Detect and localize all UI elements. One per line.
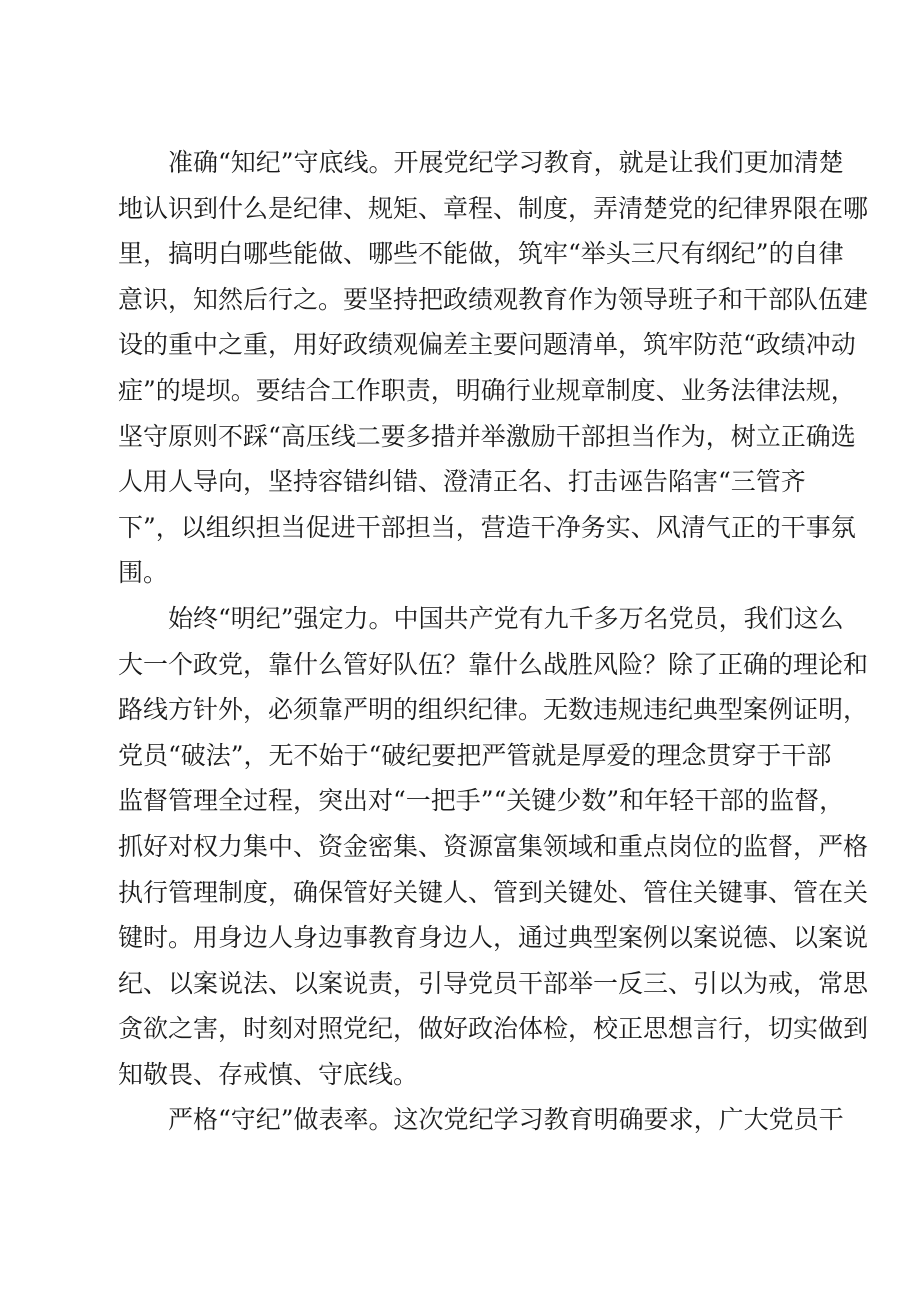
text-line: 设的重中之重，用好政绩观偏差主要问题清单，筑牢防范“政绩冲动: [118, 330, 856, 360]
text-line: 贪欲之害，时刻对照党纪，做好政治体检，校正思想言行，切实做到: [118, 1014, 869, 1044]
text-line: 症”的堤坝。要结合工作职责，明确行业规章制度、业务法律法规，: [118, 375, 856, 405]
text-line: 大一个政党，靠什么管好队伍？靠什么战胜风险？除了正确的理论和: [118, 649, 869, 679]
text-line: 路线方针外，必须靠严明的组织纪律。无数违规违纪典型案例证明，: [118, 695, 869, 725]
text-line: 严格“守纪”做表率。这次党纪学习教育明确要求，广大党员干: [168, 1105, 844, 1135]
text-line: 地认识到什么是纪律、规矩、章程、制度，弄清楚党的纪律界限在哪: [118, 193, 869, 223]
text-line: 纪、以案说法、以案说责，引导党员干部举一反三、引以为戒，常思: [118, 968, 869, 998]
text-line: 意识，知然后行之。要坚持把政绩观教育作为领导班子和干部队伍建: [118, 284, 869, 314]
text-line: 坚守原则不踩“高压线二要多措并举激励干部担当作为，树立正确选: [118, 421, 856, 451]
paragraph-1: [118, 140, 869, 596]
text-line: 党员“破法”，无不始于“破纪要把严管就是厚爱的理念贯穿于干部: [118, 740, 832, 770]
text-line: 监督管理全过程，突出对“一把手”“关键少数”和年轻干部的监督，: [118, 786, 845, 816]
text-line: 知敬畏、存戒慎、守底线。: [118, 1059, 419, 1089]
text-line: 里，搞明白哪些能做、哪些不能做，筑牢“举头三尺有纲纪”的自律: [118, 239, 844, 269]
text-line: 人用人导向，坚持容错纠错、澄清正名、打击诬告陷害“三管齐: [118, 467, 806, 497]
paragraph-2: [118, 596, 869, 1098]
paragraph-3: [118, 1097, 844, 1143]
text-line: 下”，以组织担当促进干部担当，营造干净务实、风清气正的干事氛: [118, 512, 856, 542]
text-line: 抓好对权力集中、资金密集、资源富集领域和重点岗位的监督，严格: [118, 831, 869, 861]
text-line: 准确“知纪”守底线。开展党纪学习教育，就是让我们更加清楚: [168, 148, 844, 177]
text-line: 围。: [118, 558, 169, 588]
text-line: 始终“明纪”强定力。中国共产党有九千多万名党员，我们这么: [168, 603, 844, 633]
text-line: 键时。用身边人身边事教育身边人，通过典型案例以案说德、以案说: [118, 923, 869, 953]
document-body: [118, 140, 869, 1143]
text-line: 执行管理制度，确保管好关键人、管到关键处、管住关键事、管在关: [118, 877, 869, 907]
